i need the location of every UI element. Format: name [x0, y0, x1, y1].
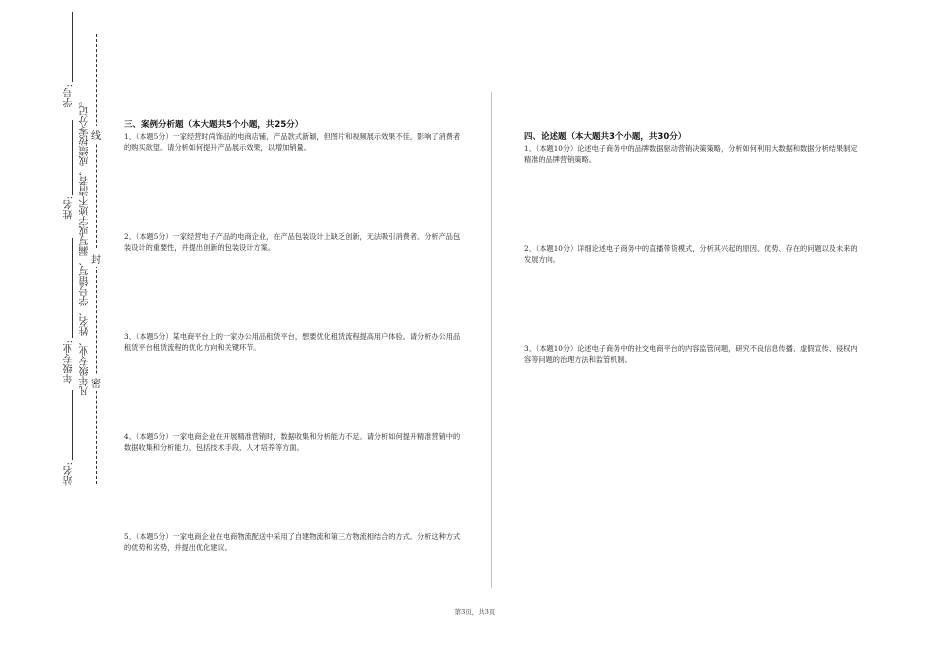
fence-seal-word: 密: [91, 374, 101, 391]
fence-sealing-word: 封: [91, 250, 101, 267]
page-footer: 第3页，共3页: [454, 608, 496, 616]
case-question-5: 5、（本题5分）一家电商企业在电商物流配送中采用了自建物流和第三方物流相结合的方式。分析这种方式的优势和劣势，并提出优化建议。: [124, 532, 461, 552]
school-line: [72, 390, 73, 460]
binding-warning: 凡年级专业、姓名、学号错写、漏写或字迹不清者，成绩按零分记。: [80, 96, 91, 396]
case-question-1: 1、（本题5分）一家经营时尚饰品的电商店铺，产品款式新颖，但图片和视频展示效果不佳，影响了消费者的购买欲望。请分析如何提升产品展示效果，以增加销量。: [124, 132, 461, 152]
case-question-3: 3、（本题5分）某电商平台上的一家办公用品租赁平台，想要优化租赁流程提高用户体验。请分析办公用品租赁平台租赁流程的优化方向和关键环节。: [124, 332, 461, 352]
grade-major-line: [72, 238, 73, 338]
school-label: 站名:: [64, 462, 75, 486]
name-line: [72, 120, 73, 195]
grade-major-label: 年级专业:: [64, 340, 75, 384]
essay-question-3: 3、（本题10分）论述电子商务中的社交电商平台的内容监管问题，研究不良信息传播、虚假宣传、侵权内容等问题的治理方法和监管机制。: [524, 344, 858, 364]
fence-line-word: 线: [91, 126, 101, 143]
case-analysis-title: 三、案例分析题（本大题共5个小题，共25分）: [124, 120, 304, 130]
student-id-label: 学号:: [64, 84, 75, 108]
case-question-4: 4、（本题5分）一家电商企业在开展精准营销时，数据收集和分析能力不足。请分析如何提升精准营销中的数据收集和分析能力，包括技术手段、人才培养等方面。: [124, 432, 461, 452]
binding-margin: [0, 0, 110, 672]
case-question-2: 2、（本题5分）一家经营电子产品的电商企业，在产品包装设计上缺乏创新，无法吸引消费者。分析产品包装设计的重要性，并提出创新的包装设计方案。: [124, 232, 461, 252]
essay-title: 四、论述题（本大题共3个小题，共30分）: [524, 132, 687, 142]
student-id-line: [72, 12, 73, 82]
essay-question-1: 1、（本题10分）论述电子商务中的品牌数据驱动营销决策策略，分析如何利用大数据和数据分析结果制定精准的品牌营销策略。: [524, 144, 858, 164]
column-divider: [491, 92, 492, 588]
essay-question-2: 2、（本题10分）详细论述电子商务中的直播带货模式，分析其兴起的原因、优势、存在的问题以及未来的发展方向。: [524, 244, 858, 264]
name-label: 姓名:: [64, 196, 75, 220]
